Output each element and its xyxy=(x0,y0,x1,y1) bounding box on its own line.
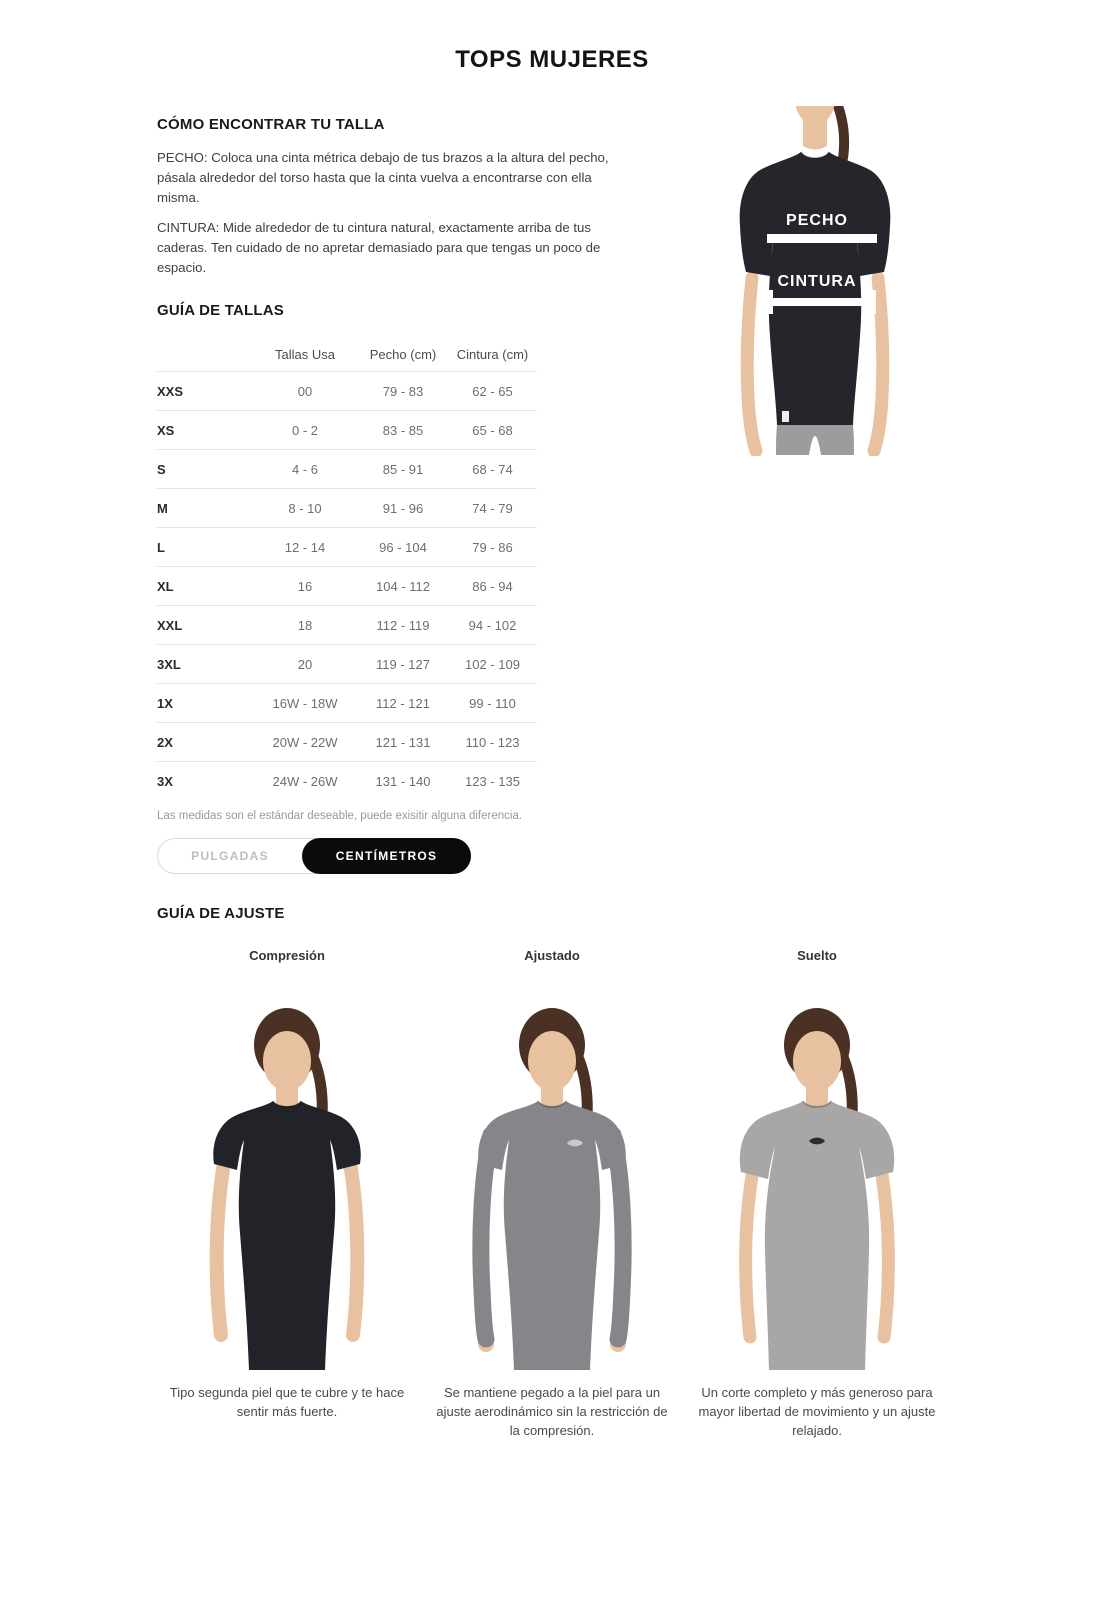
usa-cell: 16 xyxy=(297,578,313,594)
table-row xyxy=(157,450,537,489)
cintura-cell: 102 - 109 xyxy=(465,656,520,672)
table-row xyxy=(157,684,537,723)
measurement-diagram-image xyxy=(690,106,955,456)
cintura-cell: 94 - 102 xyxy=(468,617,517,633)
table-row xyxy=(157,723,537,762)
fit-figure-loose-image xyxy=(702,995,932,1370)
size-guide-heading: GUÍA DE TALLAS xyxy=(157,302,284,319)
table-row xyxy=(157,528,537,567)
pecho-cell: 112 - 121 xyxy=(376,695,430,711)
fit-caption: Un corte completo y más generoso para mayor libertad de movimiento y un ajuste relajado. xyxy=(698,1385,936,1438)
size-cell: L xyxy=(157,539,165,555)
cintura-instructions: CINTURA: Mide alrededor de tu cintura natural, exactamente arriba de tus caderas. Ten cuidado de no apretar demasiado para que tengas un poco de espacio. xyxy=(157,220,601,276)
fit-figure-fitted-image xyxy=(437,995,667,1370)
fit-guide-heading: GUÍA DE AJUSTE xyxy=(157,905,285,922)
size-table-footnote: Las medidas son el estándar deseable, puede exisitir alguna diferencia. xyxy=(157,810,523,822)
pecho-cell: 131 - 140 xyxy=(375,774,431,789)
cintura-cell: 68 - 74 xyxy=(472,461,513,477)
diagram-left-arm xyxy=(747,278,756,451)
size-cell: 3XL xyxy=(157,656,181,672)
table-row xyxy=(157,567,537,606)
fit-guide xyxy=(162,948,942,1441)
fit-caption: Tipo segunda piel que te cubre y te hace sentir más fuerte. xyxy=(169,1385,405,1419)
size-cell: XS xyxy=(157,422,175,438)
face xyxy=(263,1031,311,1091)
usa-cell: 4 - 6 xyxy=(291,461,318,477)
face xyxy=(528,1031,576,1091)
left-arm xyxy=(746,1175,752,1337)
pecho-cell: 96 - 104 xyxy=(379,539,427,555)
unit-toggle-centimetros[interactable]: CENTÍMETROS xyxy=(302,838,471,874)
shirt-right-sleeve xyxy=(613,1135,623,1339)
page-title: TOPS MUJERES xyxy=(455,46,649,73)
unit-toggle-pulgadas[interactable]: PULGADAS xyxy=(191,849,269,863)
size-cell: 3X xyxy=(157,774,173,789)
diagram-face xyxy=(795,106,835,125)
fit-column-fitted xyxy=(427,948,677,1441)
table-row xyxy=(157,489,537,528)
usa-cell: 20W - 22W xyxy=(272,734,338,750)
pecho-cell: 112 - 119 xyxy=(376,617,430,633)
shirt-compression xyxy=(213,1101,361,1370)
diagram-waist-bar xyxy=(770,298,874,306)
left-arm xyxy=(217,1163,224,1335)
cintura-cell: 62 - 65 xyxy=(472,383,513,399)
fit-column-loose xyxy=(692,948,942,1441)
cintura-cell: 79 - 86 xyxy=(472,539,513,555)
size-cell: XL xyxy=(157,578,174,594)
usa-cell: 24W - 26W xyxy=(272,774,338,789)
cintura-cell: 110 - 123 xyxy=(465,734,520,750)
size-cell: 1X xyxy=(157,695,173,711)
unit-toggle xyxy=(157,838,471,874)
diagram-chest-label: PECHO xyxy=(786,212,848,229)
usa-cell: 16W - 18W xyxy=(272,695,338,711)
usa-cell: 8 - 10 xyxy=(288,500,322,516)
usa-cell: 20 xyxy=(297,656,313,672)
cintura-cell: 65 - 68 xyxy=(472,422,513,438)
table-header-row xyxy=(157,338,537,372)
diagram-hem-tag xyxy=(782,411,789,422)
usa-cell: 12 - 14 xyxy=(284,539,326,555)
face xyxy=(793,1031,841,1091)
usa-cell: 0 - 2 xyxy=(291,422,318,438)
fit-label: Suelto xyxy=(797,948,837,963)
pecho-cell: 91 - 96 xyxy=(382,500,424,516)
shirt-left-sleeve xyxy=(481,1135,491,1339)
how-to-heading: CÓMO ENCONTRAR TU TALLA xyxy=(157,116,385,133)
size-cell: XXS xyxy=(157,383,184,399)
right-arm xyxy=(350,1163,357,1335)
diagram-waist-label: CINTURA xyxy=(777,273,857,290)
fit-column-compression xyxy=(162,948,412,1441)
right-arm xyxy=(882,1175,888,1337)
pecho-cell: 85 - 91 xyxy=(382,461,424,477)
fit-label: Ajustado xyxy=(524,948,580,963)
header-cintura: Cintura (cm) xyxy=(456,347,529,362)
size-cell: S xyxy=(157,461,166,477)
pecho-cell: 79 - 83 xyxy=(382,383,424,399)
cintura-cell: 123 - 135 xyxy=(465,774,520,789)
header-tallas-usa: Tallas Usa xyxy=(275,347,335,362)
shirt-fitted-torso xyxy=(478,1101,626,1370)
size-table xyxy=(157,338,537,801)
pecho-cell: 121 - 131 xyxy=(375,734,431,750)
pecho-cell: 83 - 85 xyxy=(382,422,424,438)
pecho-instructions: PECHO: Coloca una cinta métrica debajo de tus brazos a la altura del pecho, pásala alrededor del torso hasta que la cinta vuelva a encontrarse con ella misma. xyxy=(157,150,609,206)
fit-figure-compression-image xyxy=(172,995,402,1370)
pecho-cell: 119 - 127 xyxy=(376,656,430,672)
table-row xyxy=(157,411,537,450)
pecho-cell: 104 - 112 xyxy=(376,578,430,594)
cintura-cell: 99 - 110 xyxy=(469,695,516,711)
table-row xyxy=(157,645,537,684)
size-cell: M xyxy=(157,500,168,516)
cintura-cell: 74 - 79 xyxy=(472,500,513,516)
diagram-pants xyxy=(776,425,854,455)
usa-cell: 18 xyxy=(297,617,313,633)
header-pecho: Pecho (cm) xyxy=(369,347,437,362)
diagram-chest-bar xyxy=(767,234,877,243)
usa-cell: 00 xyxy=(297,383,313,399)
fit-caption: Se mantiene pegado a la piel para un ajuste aerodinámico sin la restricción de la compresión. xyxy=(436,1385,668,1438)
table-row xyxy=(157,762,537,801)
size-cell: XXL xyxy=(157,617,183,633)
cintura-cell: 86 - 94 xyxy=(472,578,513,594)
fit-label: Compresión xyxy=(249,948,325,963)
size-cell: 2X xyxy=(157,734,173,750)
table-row xyxy=(157,606,537,645)
table-row xyxy=(157,372,537,411)
